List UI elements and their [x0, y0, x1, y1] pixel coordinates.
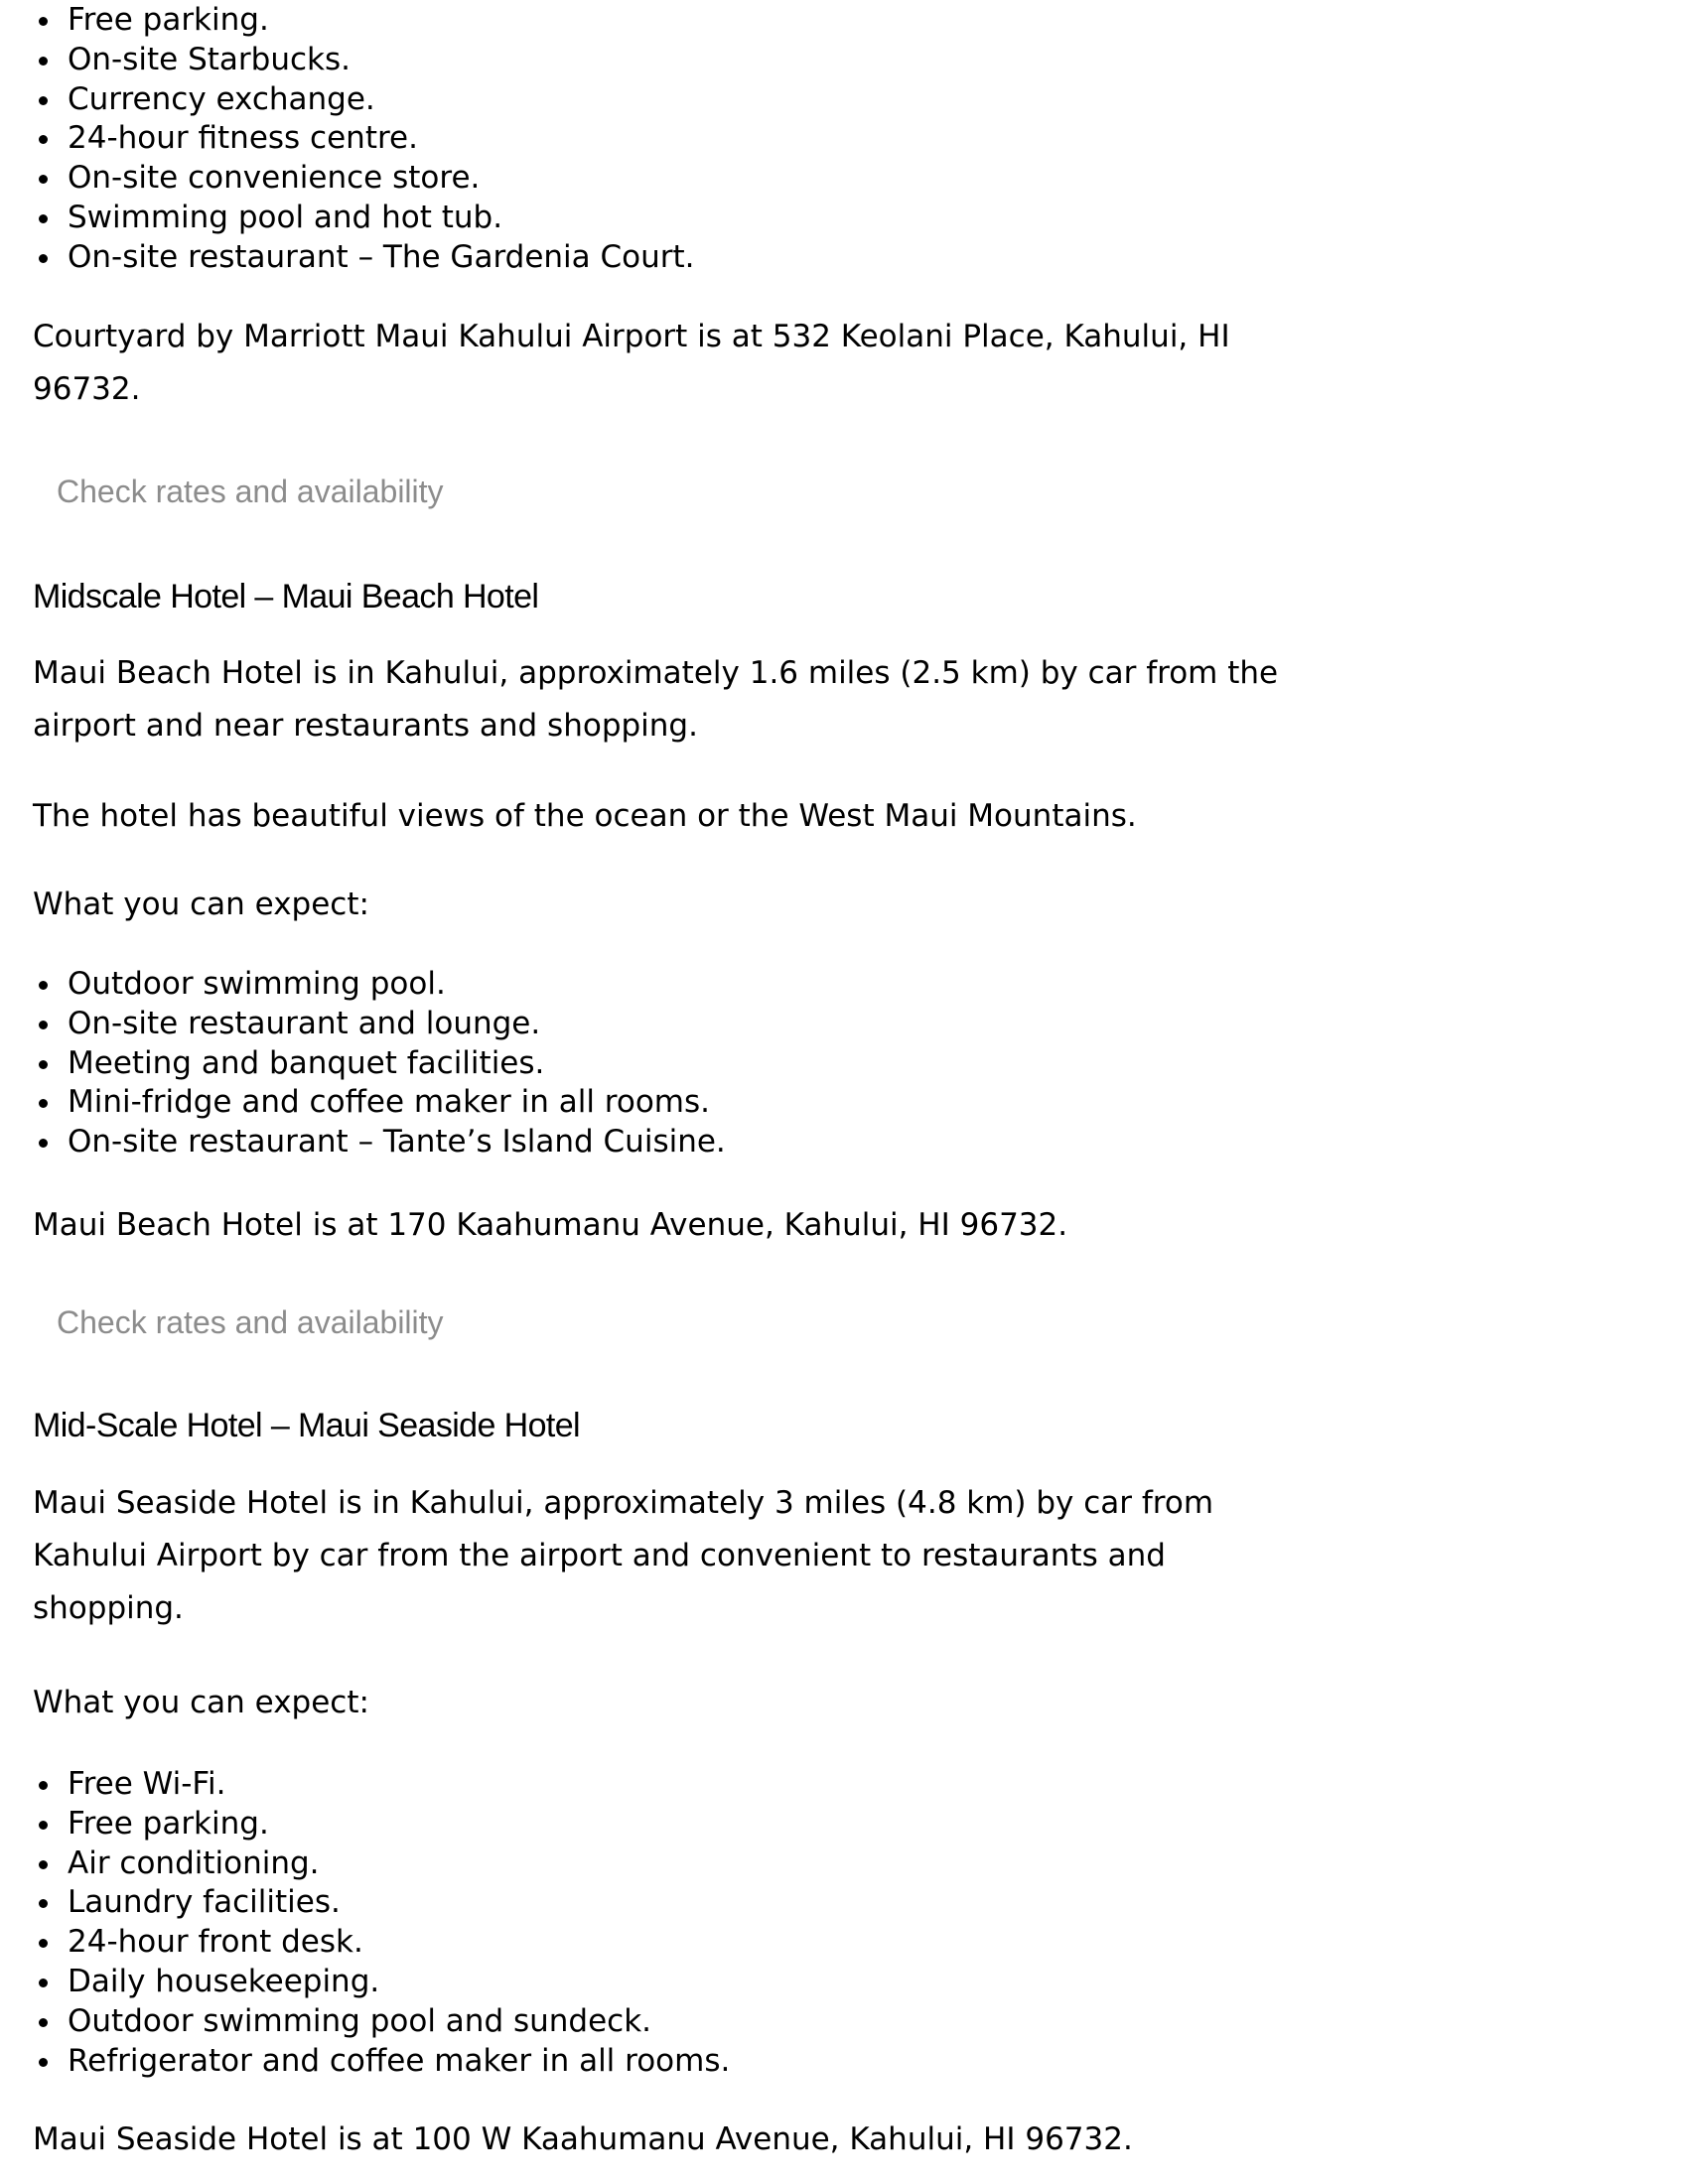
list-item: Mini-fridge and coffee maker in all rooms.: [33, 1083, 726, 1123]
maui-beach-amenities-list: [33, 965, 726, 1162]
list-item: Outdoor swimming pool.: [33, 965, 726, 1005]
courtyard-address: Courtyard by Marriott Maui Kahului Airport is at 532 Keolani Place, Kahului, HI 96732.: [33, 319, 1230, 407]
bullet-icon: [39, 1099, 48, 1108]
bullet-icon: [39, 17, 48, 26]
bullet-icon: [39, 2018, 48, 2027]
bullet-icon: [39, 1899, 48, 1908]
maui-beach-address: Maui Beach Hotel is at 170 Kaahumanu Avenue, Kahului, HI 96732.: [33, 1207, 1068, 1243]
list-item: 24-hour front desk.: [33, 1923, 730, 1963]
list-item: Free parking.: [33, 1, 695, 41]
list-item: Swimming pool and hot tub.: [33, 199, 695, 238]
list-item: Meeting and banquet facilities.: [33, 1044, 726, 1084]
bullet-icon: [39, 1139, 48, 1148]
bullet-icon: [39, 96, 48, 105]
list-item: Currency exchange.: [33, 80, 695, 120]
maui-seaside-intro: Maui Seaside Hotel is in Kahului, approximately 3 miles (4.8 km) by car from Kahului Airport by car from the airport and convenient to restaurants and shopping.: [33, 1485, 1214, 1626]
list-item: Air conditioning.: [33, 1844, 730, 1884]
maui-seaside-hotel-heading: Mid-Scale Hotel – Maui Seaside Hotel: [33, 1407, 581, 1444]
list-item: 24-hour fitness centre.: [33, 119, 695, 159]
bullet-icon: [39, 1781, 48, 1790]
maui-seaside-address: Maui Seaside Hotel is at 100 W Kaahumanu Avenue, Kahului, HI 96732.: [33, 2121, 1133, 2157]
bullet-icon: [39, 1860, 48, 1869]
bullet-icon: [39, 1979, 48, 1987]
list-item: Free Wi-Fi.: [33, 1765, 730, 1805]
list-item: On-site restaurant – Tante’s Island Cuisine.: [33, 1123, 726, 1162]
list-item: Outdoor swimming pool and sundeck.: [33, 2002, 730, 2042]
maui-beach-expect-label: What you can expect:: [33, 887, 369, 922]
maui-beach-hotel-heading: Midscale Hotel – Maui Beach Hotel: [33, 578, 539, 615]
maui-seaside-expect-label: What you can expect:: [33, 1685, 369, 1720]
maui-beach-intro: Maui Beach Hotel is in Kahului, approximately 1.6 miles (2.5 km) by car from the airport and near restaurants and shopping.: [33, 655, 1279, 744]
maui-beach-check-rates-link[interactable]: Check rates and availability: [57, 1304, 444, 1340]
list-item: On-site Starbucks.: [33, 41, 695, 80]
bullet-icon: [39, 1821, 48, 1830]
bullet-icon: [39, 2058, 48, 2067]
list-item: Daily housekeeping.: [33, 1963, 730, 2002]
list-item: On-site convenience store.: [33, 159, 695, 199]
courtyard-check-rates-link[interactable]: Check rates and availability: [57, 474, 444, 509]
maui-beach-views: The hotel has beautiful views of the ocean or the West Maui Mountains.: [33, 798, 1137, 834]
bullet-icon: [39, 175, 48, 184]
bullet-icon: [39, 214, 48, 223]
courtyard-amenities-list: [33, 1, 695, 278]
list-item: On-site restaurant – The Gardenia Court.: [33, 238, 695, 278]
bullet-icon: [39, 135, 48, 144]
bullet-icon: [39, 1060, 48, 1069]
bullet-icon: [39, 1939, 48, 1948]
bullet-icon: [39, 1021, 48, 1029]
list-item: Refrigerator and coffee maker in all rooms.: [33, 2042, 730, 2082]
maui-seaside-amenities-list: [33, 1765, 730, 2081]
list-item: Free parking.: [33, 1805, 730, 1844]
bullet-icon: [39, 254, 48, 263]
list-item: Laundry facilities.: [33, 1883, 730, 1923]
bullet-icon: [39, 57, 48, 66]
bullet-icon: [39, 981, 48, 990]
list-item: On-site restaurant and lounge.: [33, 1005, 726, 1044]
